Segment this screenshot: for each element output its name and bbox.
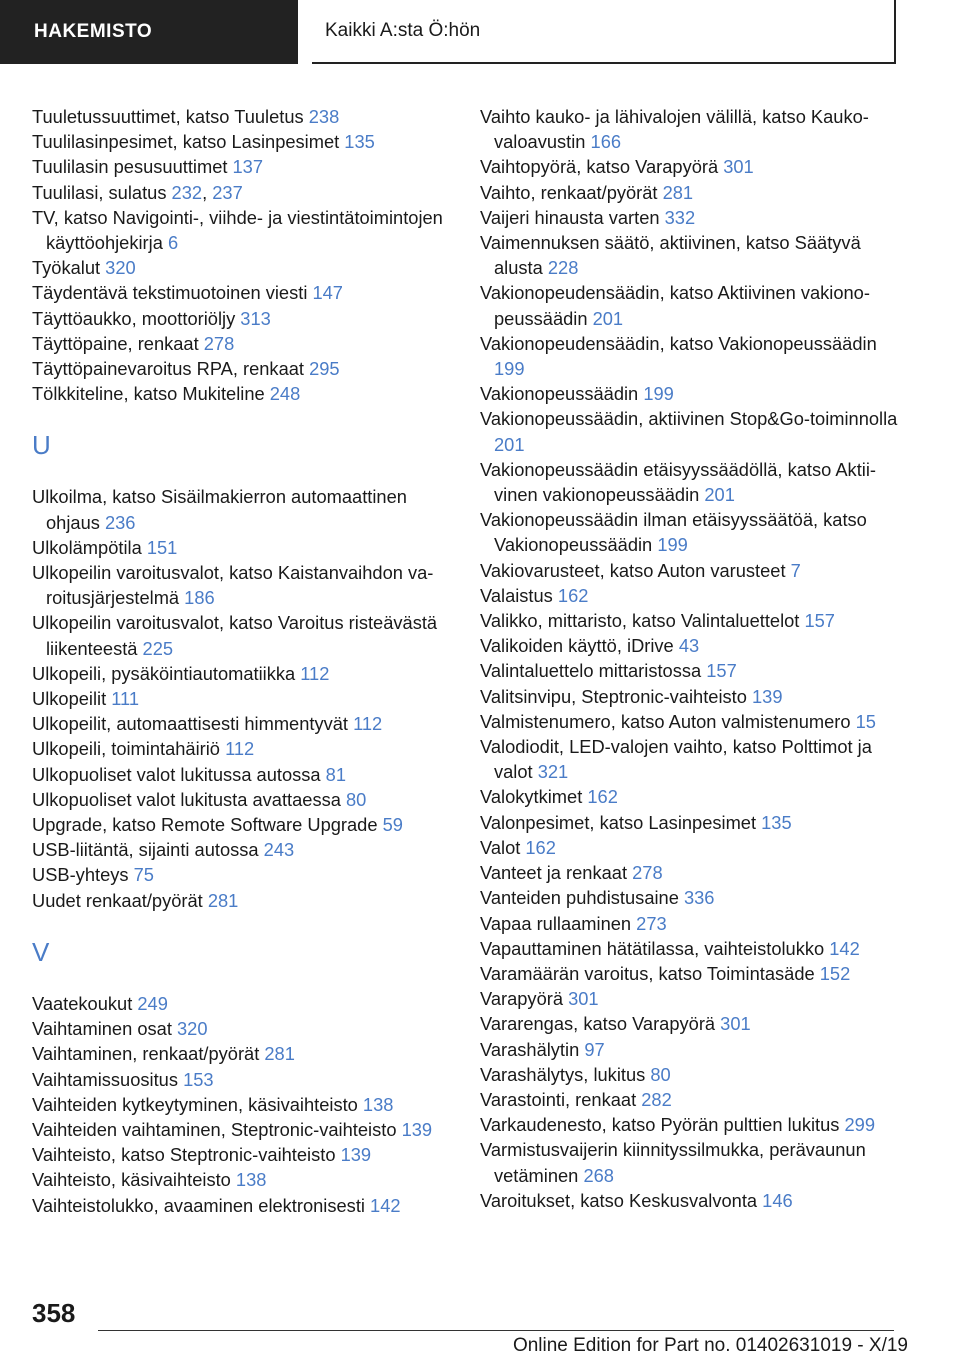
page-link[interactable]: 80 xyxy=(650,1063,671,1085)
index-entry-text: Valitsinvipu, Steptronic-vaihteisto xyxy=(480,685,752,707)
index-entry xyxy=(480,709,900,734)
index-entry-text: Vaihto, renkaat/pyörät xyxy=(480,181,663,203)
page-link[interactable]: 273 xyxy=(636,912,667,934)
page-link[interactable]: 243 xyxy=(263,839,295,861)
index-entry xyxy=(32,711,452,736)
page-link[interactable]: 162 xyxy=(525,836,556,858)
page-link[interactable]: 153 xyxy=(183,1068,214,1090)
index-entry xyxy=(480,658,900,683)
index-letter-heading: V xyxy=(32,936,50,967)
index-entry xyxy=(480,230,900,280)
index-entry xyxy=(32,381,452,406)
index-entry-text: Vakionopeudensäädin, katso Aktiivinen vakionopeussäädin xyxy=(480,282,870,329)
index-entry-text: Valonpesimet, katso Lasinpesimet xyxy=(480,811,762,833)
page-link[interactable]: 15 xyxy=(855,710,876,732)
page-link[interactable]: 201 xyxy=(592,307,624,329)
index-entry-text: Vapauttaminen hätätilassa, vaihteistolukko xyxy=(480,937,830,959)
index-entry xyxy=(32,1193,452,1218)
index-entry-text: Valmistenumero, katso Auton valmistenumero xyxy=(480,710,856,732)
index-entry-text: Tuuletussuuttimet, katso Tuuletus xyxy=(32,106,309,127)
index-entry-text: Ulkopuoliset valot lukitussa autossa xyxy=(32,763,326,785)
page-link[interactable]: 313 xyxy=(240,307,271,329)
index-entry xyxy=(32,280,452,305)
index-entry xyxy=(480,1037,900,1062)
page-link[interactable]: 237 xyxy=(212,181,243,203)
index-entry xyxy=(480,583,900,608)
section-tab: HAKEMISTO xyxy=(0,0,298,64)
page-link[interactable]: 225 xyxy=(142,637,174,659)
page-link[interactable]: 166 xyxy=(590,131,622,153)
index-entry xyxy=(32,205,452,255)
page-link[interactable]: 135 xyxy=(761,811,792,833)
index-entry-text: Varapyörä xyxy=(480,988,569,1010)
page-link[interactable]: 281 xyxy=(264,1043,295,1065)
index-entry xyxy=(32,129,452,154)
index-entry-text: Varamäärän varoitus, katso Toimintasäde xyxy=(480,962,820,984)
index-entry-text: Ulkopeilit, automaattisesti himmentyvät xyxy=(32,713,354,735)
page-link[interactable]: 199 xyxy=(494,358,525,380)
page-link[interactable]: 299 xyxy=(844,1114,875,1136)
index-entry-text: Vaihtamissuositus xyxy=(32,1068,184,1090)
index-entry-text: Vaijeri hinausta varten xyxy=(480,206,665,228)
index-entry xyxy=(32,1142,452,1167)
page-link[interactable]: 112 xyxy=(353,713,383,735)
page-link[interactable]: 332 xyxy=(664,206,696,228)
index-entry xyxy=(480,205,900,230)
page-link[interactable]: 146 xyxy=(762,1189,793,1211)
index-entry-text: Ulkolämpötila xyxy=(32,536,147,558)
index-entry-text: Varoitukset, katso Keskusvalvonta xyxy=(480,1189,763,1211)
index-entry-text: Vakionopeussäädin etäisyyssäädöllä, katso Aktiivinen vakionopeussäädin xyxy=(480,458,876,506)
index-entry xyxy=(480,911,900,936)
index-entry-text: Vakionopeudensäädin, katso Vakionopeussäädin xyxy=(480,332,877,354)
index-column-right xyxy=(480,104,900,1213)
page-link[interactable]: 320 xyxy=(176,1018,208,1040)
index-entry-text: USB-yhteys xyxy=(32,864,134,886)
index-entry xyxy=(480,1087,900,1112)
index-entry xyxy=(480,381,900,406)
page-link[interactable]: 162 xyxy=(557,584,589,606)
index-entry xyxy=(480,684,900,709)
index-entry-text: Vaihto kauko- ja lähivalojen välillä, katso Kaukovaloavustin xyxy=(480,106,869,153)
index-entry: Tuulilasi, sulatus 232, 237 xyxy=(32,181,243,203)
page-link[interactable]: 75 xyxy=(133,864,154,886)
index-entry-text: Ulkopuoliset valot lukitusta avattaessa xyxy=(32,788,346,810)
index-entry xyxy=(32,610,452,660)
page-link[interactable]: 278 xyxy=(632,862,663,884)
page-link[interactable]: 336 xyxy=(683,887,715,909)
index-entry xyxy=(480,860,900,885)
page-link[interactable]: 137 xyxy=(232,156,264,178)
index-entry-text: Valokytkimet xyxy=(480,786,588,808)
page-link[interactable]: 320 xyxy=(105,257,136,279)
index-entry xyxy=(32,1117,452,1142)
footer-divider xyxy=(98,1330,894,1331)
index-entry-text: Tuulilasin pesusuuttimet xyxy=(32,156,233,178)
page-link[interactable]: 236 xyxy=(104,511,136,533)
index-entry xyxy=(32,1016,452,1041)
page-link[interactable]: 151 xyxy=(146,536,178,558)
index-entry xyxy=(32,762,452,787)
index-entry-text: Tuulilasinpesimet, katso Lasinpesimet xyxy=(32,131,345,153)
page-number: 358 xyxy=(32,1298,76,1328)
index-entry xyxy=(480,1011,900,1036)
index-entry xyxy=(480,936,900,961)
index-entry-text: Vaimennuksen säätö, aktiivinen, katso Säätyvä alusta xyxy=(480,232,861,279)
page-link[interactable]: 301 xyxy=(720,1013,751,1035)
index-entry xyxy=(32,331,452,356)
page-link[interactable]: 139 xyxy=(401,1118,433,1140)
index-entry-text: Vakionopeussäädin, aktiivinen Stop&Go-toiminnolla xyxy=(480,408,898,430)
page-link[interactable]: 142 xyxy=(829,937,860,959)
page-link[interactable]: 157 xyxy=(706,660,737,682)
index-entry-text: Valodiodit, LED-valojen vaihto, katso Polttimot ja valot xyxy=(480,736,872,783)
index-entry-text: USB-liitäntä, sijainti autossa xyxy=(32,839,264,861)
index-entry-text: Ulkopeilit xyxy=(32,688,112,710)
page-link[interactable]: 112 xyxy=(225,738,255,760)
index-entry xyxy=(32,1167,452,1192)
page-link[interactable]: 139 xyxy=(751,685,783,707)
index-entry xyxy=(32,837,452,862)
index-entry-text: Vaihtaminen, renkaat/pyörät xyxy=(32,1043,265,1065)
index-entry xyxy=(480,154,900,179)
index-entry xyxy=(32,154,452,179)
index-entry-text: Vapaa rullaaminen xyxy=(480,912,637,934)
index-entry xyxy=(32,991,452,1016)
page-link[interactable]: 268 xyxy=(583,1164,614,1186)
index-entry xyxy=(480,835,900,860)
index-entry-text: Täyttöpaine, renkaat xyxy=(32,332,204,354)
index-entry xyxy=(32,535,452,560)
index-entry xyxy=(480,406,900,456)
index-entry xyxy=(480,1137,900,1187)
index-entry-text: Työkalut xyxy=(32,257,106,279)
index-entry xyxy=(32,661,452,686)
index-entry xyxy=(480,1062,900,1087)
page-link[interactable]: 59 xyxy=(382,814,403,836)
edition-note: Online Edition for Part no. 01402631019 - X/19 xyxy=(512,1335,908,1356)
page-link[interactable]: 138 xyxy=(235,1169,267,1191)
index-entry-text: Valintaluettelo mittaristossa xyxy=(480,660,707,682)
index-entry-text: Varastointi, renkaat xyxy=(480,1088,642,1110)
page-link[interactable]: 152 xyxy=(819,962,851,984)
index-entry xyxy=(480,558,900,583)
page-link[interactable]: 238 xyxy=(308,106,340,127)
index-letter-heading: U xyxy=(32,430,51,461)
index-entry-text: Ulkopeilin varoitusvalot, katso Kaistanvaihdon varoitusjärjestelmä xyxy=(32,562,434,609)
index-entry xyxy=(480,507,900,557)
index-entry xyxy=(480,180,900,205)
page-link[interactable]: 295 xyxy=(309,358,340,380)
index-entry-text: Varashälytin xyxy=(480,1038,585,1060)
index-entry-text: Valikoiden käyttö, iDrive xyxy=(480,635,679,657)
index-entry-text: Vaihtopyörä, katso Varapyörä xyxy=(480,156,724,178)
index-entry-text: TV, katso Navigointi-, viihde- ja viestintätoimintojen käyttöohjekirja xyxy=(32,206,443,254)
index-entry-text: Varmistusvaijerin kiinnityssilmukka, perävaunun vetäminen xyxy=(480,1139,866,1186)
index-entry xyxy=(480,331,900,381)
index-entry-text: Ulkopeili, toimintahäiriö xyxy=(32,738,226,760)
page-link[interactable]: 232 xyxy=(171,181,203,203)
page-link[interactable]: 281 xyxy=(207,889,239,911)
page-link[interactable]: 6 xyxy=(167,232,179,254)
index-entry xyxy=(480,734,900,784)
index-entry xyxy=(480,633,900,658)
page-link[interactable]: 201 xyxy=(704,484,735,506)
index-entry xyxy=(32,862,452,887)
index-entry xyxy=(480,1112,900,1137)
index-entry xyxy=(32,812,452,837)
index-entry xyxy=(480,961,900,986)
index-entry-text: Uudet renkaat/pyörät xyxy=(32,889,208,911)
page-link[interactable]: 186 xyxy=(184,587,215,609)
index-entry xyxy=(32,736,452,761)
page-link[interactable]: 301 xyxy=(568,988,599,1010)
index-entry xyxy=(32,306,452,331)
index-entry xyxy=(32,1067,452,1092)
index-entry-text: Valikko, mittaristo, katso Valintaluettelot xyxy=(480,610,805,632)
page-link[interactable]: 249 xyxy=(137,992,168,1014)
index-entry-text: Vanteet ja renkaat xyxy=(480,862,633,884)
page-link[interactable]: 138 xyxy=(362,1093,394,1115)
index-entry-text: Vakionopeussäädin xyxy=(480,383,644,405)
index-entry-text: Vaihteisto, käsivaihteisto xyxy=(32,1169,236,1191)
index-entry-text: Ulkoilma, katso Sisäilmakierron automaattinen ohjaus xyxy=(32,486,407,533)
index-entry-text: Vakiovarusteet, katso Auton varusteet xyxy=(480,559,791,581)
index-entry-text: Täydentävä tekstimuotoinen viesti xyxy=(32,282,313,304)
index-entry-text: Täyttöpainevaroitus RPA, renkaat xyxy=(32,358,310,380)
index-entry xyxy=(480,280,900,330)
index-entry xyxy=(480,1188,900,1213)
index-entry xyxy=(32,104,452,129)
page-link[interactable]: 281 xyxy=(662,181,694,203)
index-entry xyxy=(32,888,452,913)
index-entry-text: Varashälytys, lukitus xyxy=(480,1063,651,1085)
index-entry xyxy=(480,810,900,835)
index-entry-text: Tölkkiteline, katso Mukiteline xyxy=(32,383,270,405)
page-link[interactable]: 248 xyxy=(269,383,301,405)
page-link[interactable]: 157 xyxy=(804,610,835,632)
index-entry-text: Ulkopeili, pysäköintiautomatiikka xyxy=(32,662,301,684)
page-link[interactable]: 278 xyxy=(203,332,235,354)
index-entry-text: Vararengas, katso Varapyörä xyxy=(480,1013,721,1035)
index-entry-text: Valot xyxy=(480,836,526,858)
index-entry-text: Valaistus xyxy=(480,584,558,606)
page-link[interactable]: 321 xyxy=(537,761,569,783)
index-entry-text: Täyttöaukko, moottoriöljy xyxy=(32,307,241,329)
index-entry xyxy=(32,484,452,534)
index-entry-text: Upgrade, katso Remote Software Upgrade xyxy=(32,814,383,836)
index-column-left xyxy=(32,104,452,1218)
index-entry-text: Vaatekoukut xyxy=(32,992,138,1014)
page-link[interactable]: 199 xyxy=(657,534,688,556)
page-link[interactable]: 80 xyxy=(346,788,367,810)
index-entry-text: Vaihteiden kytkeytyminen, käsivaihteisto xyxy=(32,1093,363,1115)
page-link[interactable]: 97 xyxy=(584,1038,605,1060)
index-entry xyxy=(32,255,452,280)
page-link[interactable]: 142 xyxy=(370,1194,401,1216)
index-entry-text: Vakionopeussäädin ilman etäisyyssäätöä, katso Vakionopeussäädin xyxy=(480,509,867,556)
page-link[interactable]: 43 xyxy=(678,635,700,657)
index-entry-text: Vanteiden puhdistusaine xyxy=(480,887,684,909)
index-entry xyxy=(32,1041,452,1066)
page-link[interactable]: 139 xyxy=(340,1144,372,1166)
index-entry-text: Vaihteiden vaihtaminen, Steptronic-vaihteisto xyxy=(32,1118,402,1140)
index-entry-text: Varkaudenesto, katso Pyörän pulttien lukitus xyxy=(480,1114,845,1136)
page-link[interactable]: 301 xyxy=(723,156,754,178)
page-header xyxy=(0,0,960,64)
index-entry-text: Vaihtaminen osat xyxy=(32,1018,177,1040)
index-entry xyxy=(32,686,452,711)
page-link[interactable]: 112 xyxy=(300,662,330,684)
index-entry xyxy=(32,356,452,381)
index-entry-text: Vaihteisto, katso Steptronic-vaihteisto xyxy=(32,1144,341,1166)
index-entry xyxy=(32,787,452,812)
index-entry xyxy=(32,560,452,610)
page-link[interactable]: 162 xyxy=(587,786,618,808)
index-entry-text: Tuulilasi, sulatus xyxy=(32,181,172,203)
page-title: Kaikki A:sta Ö:hön xyxy=(312,0,896,64)
page-link[interactable]: 135 xyxy=(344,131,375,153)
index-entry xyxy=(480,986,900,1011)
index-entry xyxy=(480,784,900,809)
page-link[interactable]: 199 xyxy=(643,383,674,405)
index-entry xyxy=(32,1092,452,1117)
page-link[interactable]: 228 xyxy=(547,257,579,279)
index-entry xyxy=(480,104,900,154)
page-link[interactable]: 201 xyxy=(494,433,525,455)
page-link[interactable]: 111 xyxy=(111,688,140,710)
page-link[interactable]: 147 xyxy=(312,282,343,304)
index-entry xyxy=(480,608,900,633)
index-entry-text: Ulkopeilin varoitusvalot, katso Varoitus risteävästä liikenteestä xyxy=(32,612,438,659)
index-entry xyxy=(480,457,900,507)
index-entry-text: Vaihteistolukko, avaaminen elektronisesti xyxy=(32,1194,371,1216)
page-link[interactable]: 81 xyxy=(325,763,347,785)
index-entry xyxy=(480,885,900,910)
page-link[interactable]: 7 xyxy=(790,559,801,581)
page-link[interactable]: 282 xyxy=(641,1088,672,1110)
